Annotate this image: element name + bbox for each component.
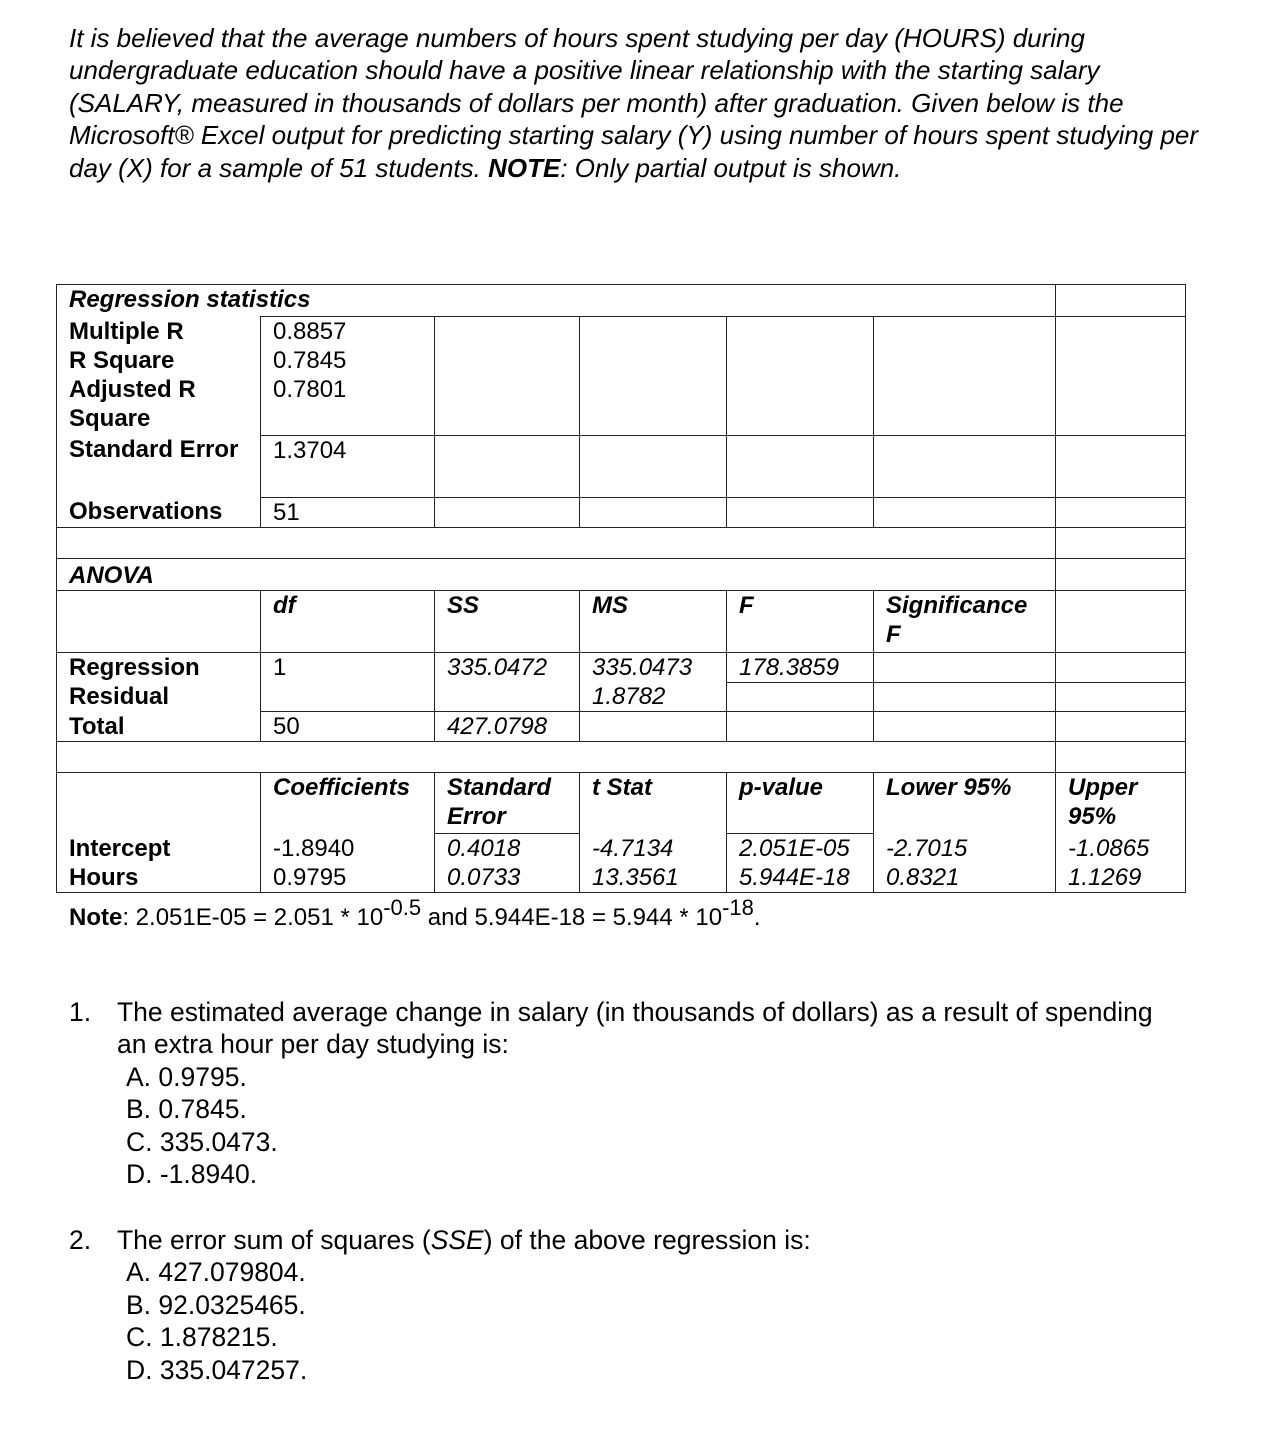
question-number: 1.	[69, 997, 92, 1027]
note-text: .	[753, 904, 761, 931]
coef-hours-row	[57, 863, 1186, 893]
regstats-label: Observations	[57, 497, 261, 527]
spacer-row	[57, 742, 1186, 773]
regstats-value: 51	[261, 497, 435, 527]
coef-intercept-p: 2.051E-05	[727, 834, 874, 864]
note-label: Note	[69, 904, 123, 931]
coef-header-coefficients: Coefficients	[261, 773, 435, 834]
coef-hours-upper: 1.1269	[1056, 863, 1186, 893]
coef-intercept-row	[57, 834, 1186, 864]
regstats-row	[57, 497, 1186, 527]
regstats-title: Regression statistics	[57, 285, 1056, 317]
answer-option-b[interactable]: B. 0.7845.	[126, 1094, 247, 1125]
coef-intercept-t: -4.7134	[580, 834, 727, 864]
answer-option-c[interactable]: C. 335.0473.	[126, 1126, 278, 1157]
anova-row-label: Total	[57, 712, 261, 742]
note-exponent: -0.5	[383, 895, 422, 920]
coef-intercept-lower: -2.7015	[874, 834, 1056, 864]
anova-header-significance-f: Significance F	[874, 590, 1056, 652]
regstats-label: Adjusted R Square	[57, 375, 261, 435]
question-stem-text: ) of the above regression is:	[483, 1225, 811, 1255]
anova-header-ss: SS	[435, 590, 580, 652]
anova-header-ms: MS	[580, 590, 727, 652]
note-text: and 5.944E-18 = 5.944 * 10	[421, 904, 723, 931]
anova-regression-ss: 335.0472	[435, 652, 580, 682]
question-stem: The estimated average change in salary (in thousands of dollars) as a result of spending an extra hour per day studying is:	[117, 997, 1153, 1060]
coef-header-upper-95: Upper 95%	[1056, 773, 1186, 834]
coef-header-p-value: p-value	[727, 773, 874, 834]
regstats-label: Multiple R	[57, 317, 261, 347]
regstats-value: 0.7801	[261, 375, 435, 435]
intro-note-label: NOTE	[488, 152, 561, 183]
anova-title-row	[57, 558, 1186, 590]
regstats-value: 1.3704	[261, 435, 435, 497]
answer-option-c[interactable]: C. 1.878215.	[126, 1322, 278, 1353]
coef-row-label: Hours	[57, 863, 261, 893]
intro-paragraph	[69, 22, 1199, 184]
coef-hours-value: 0.9795	[261, 863, 435, 893]
note-text: : 2.051E-05 = 2.051 * 10	[122, 904, 384, 931]
anova-residual-row	[57, 682, 1186, 712]
question-stem	[117, 1224, 811, 1256]
anova-total-row	[57, 712, 1186, 742]
answer-option-b[interactable]: B. 92.0325465.	[126, 1289, 306, 1320]
coef-hours-p: 5.944E-18	[727, 863, 874, 893]
coef-row-label: Intercept	[57, 834, 261, 864]
regstats-title-row	[57, 285, 1186, 317]
anova-total-ss: 427.0798	[435, 712, 580, 742]
coef-intercept-value: -1.8940	[261, 834, 435, 864]
answer-option-a[interactable]: A. 0.9795.	[126, 1061, 247, 1092]
coef-header-lower-95: Lower 95%	[874, 773, 1056, 834]
regstats-label: Standard Error	[57, 435, 261, 497]
regstats-row	[57, 435, 1186, 497]
anova-regression-row	[57, 652, 1186, 682]
anova-header-row	[57, 590, 1186, 652]
anova-title: ANOVA	[57, 558, 1056, 590]
coef-header-standard-error: Standard Error	[435, 773, 580, 834]
question-1	[69, 996, 1169, 1190]
question-stem-italic: SSE	[430, 1225, 484, 1255]
anova-row-label: Regression	[57, 652, 261, 682]
coef-hours-lower: 0.8321	[874, 863, 1056, 893]
note-line	[69, 895, 761, 936]
coef-hours-se: 0.0733	[435, 863, 580, 893]
anova-regression-ms: 335.0473	[580, 652, 727, 682]
spacer-row	[57, 527, 1186, 558]
coef-hours-t: 13.3561	[580, 863, 727, 893]
anova-header-f: F	[727, 590, 874, 652]
regstats-row	[57, 317, 1186, 347]
coef-header-row	[57, 773, 1186, 834]
regstats-label: R Square	[57, 346, 261, 375]
coef-intercept-upper: -1.0865	[1056, 834, 1186, 864]
coef-header-t-stat: t Stat	[580, 773, 727, 834]
anova-total-df: 50	[261, 712, 435, 742]
anova-regression-f: 178.3859	[727, 652, 874, 682]
regstats-row	[57, 375, 1186, 435]
note-exponent: -18	[722, 895, 754, 920]
answer-option-d[interactable]: D. -1.8940.	[126, 1159, 258, 1190]
anova-residual-ms: 1.8782	[580, 682, 727, 712]
intro-text-end: : Only partial output is shown.	[560, 152, 902, 183]
intro-text: It is believed that the average numbers of hours spent studying per day (HOURS) during undergraduate education should have a positive linear relationship with the starting salary (SALARY, measured in thousands of dollars per month) after graduation. Given below is the Microsoft® Excel output for predicting starting salary (Y) using number of hours spent studying per day (X) for a sample of 51 students.	[69, 23, 1199, 183]
coef-intercept-se: 0.4018	[435, 834, 580, 864]
answer-option-a[interactable]: A. 427.079804.	[126, 1257, 306, 1288]
question-2	[69, 1224, 1169, 1386]
excel-output-table	[56, 284, 1186, 893]
anova-row-label: Residual	[57, 682, 261, 712]
answer-option-d[interactable]: D. 335.047257.	[126, 1354, 308, 1385]
question-stem-text: The error sum of squares (	[117, 1225, 431, 1255]
question-number: 2.	[69, 1225, 92, 1255]
regstats-value: 0.8857	[261, 317, 435, 347]
anova-regression-df: 1	[261, 652, 435, 682]
regstats-value: 0.7845	[261, 346, 435, 375]
regstats-row	[57, 346, 1186, 375]
anova-header-df: df	[261, 590, 435, 652]
